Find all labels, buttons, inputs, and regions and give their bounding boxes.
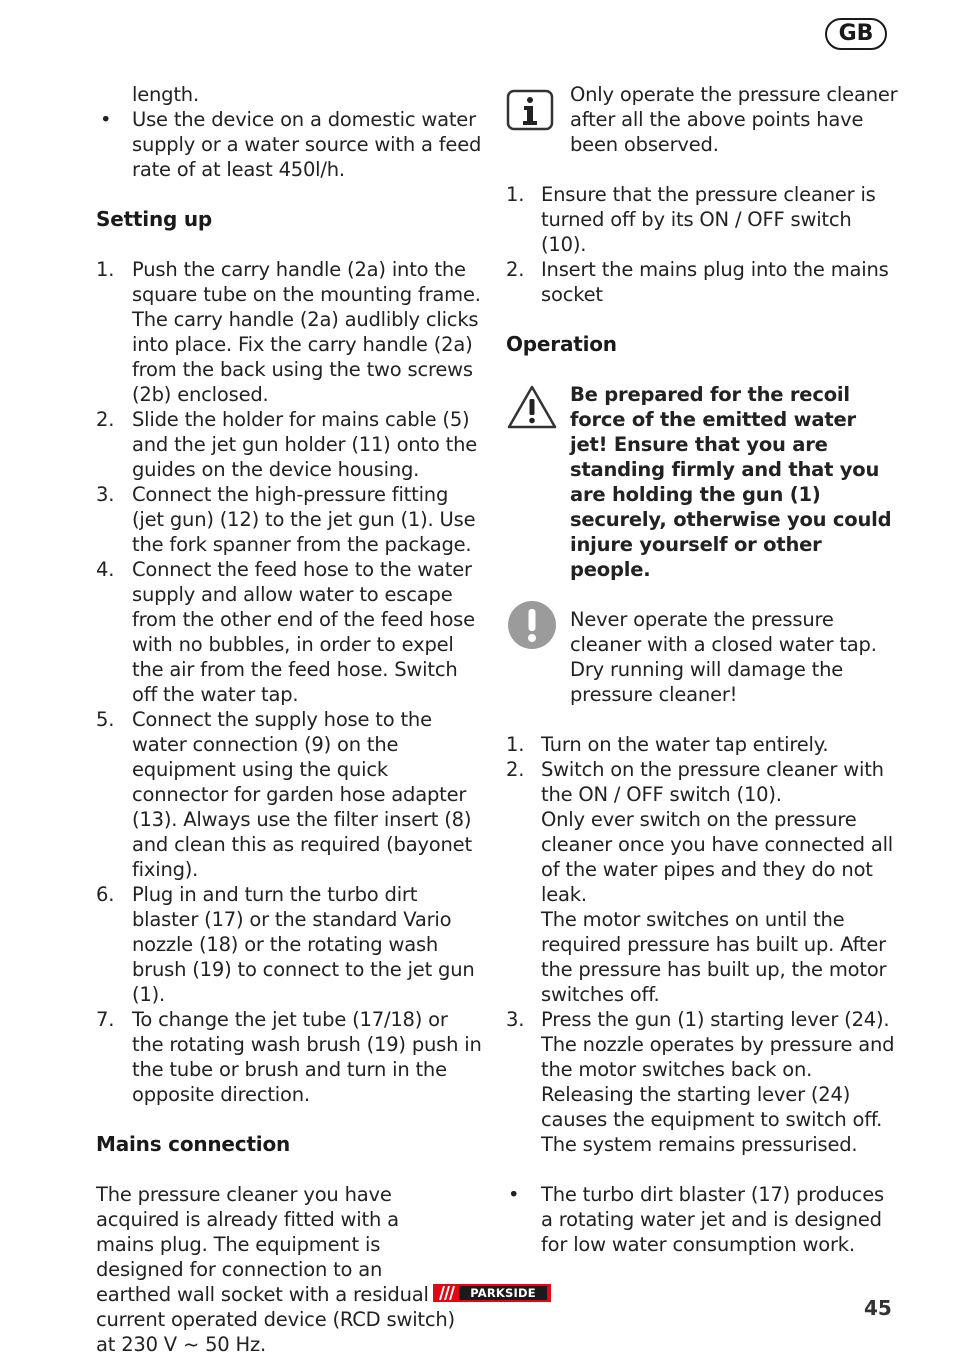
list-item-text: The turbo dirt blaster (17) produces a rotating water jet and is designed for low water consumption work. (541, 1183, 884, 1256)
info-note (506, 82, 898, 157)
step-number: 2. (96, 408, 115, 431)
step-text: Slide the holder for mains cable (5) and the jet gun holder (11) onto the guides on the device housing. (132, 408, 478, 481)
step-number: 3. (506, 1008, 525, 1031)
step-text: Connect the feed hose to the water supply and allow water to escape from the other end of the feed hose with no bubbles, in order to expel the air from the feed hose. Switch off the water tap. (132, 558, 475, 706)
setting-up-steps (96, 257, 484, 1107)
step-extra: Releasing the starting lever (24) causes the equipment to switch off. The system remains pressurised. (541, 1083, 883, 1156)
step-text: Plug in and turn the turbo dirt blaster (17) or the standard Vario nozzle (18) or the rotating wash brush (19) to connect to the jet gun (1). (132, 883, 475, 1006)
step-number: 1. (506, 733, 525, 756)
step-number: 7. (96, 1008, 115, 1031)
list-item (96, 1007, 484, 1107)
exclamation-circle-icon (506, 599, 558, 657)
step-number: 2. (506, 758, 525, 781)
list-item (96, 882, 484, 1007)
bullet-marker: • (508, 1183, 520, 1206)
step-text: Push the carry handle (2a) into the square tube on the mounting frame. The carry handle (2a) audlibly clicks into place. Fix the carry handle (2a) from the back using the two screws (2b) enclosed. (132, 258, 481, 406)
warning-triangle-icon (506, 384, 558, 436)
step-text: Switch on the pressure cleaner with the ON / OFF switch (10). (541, 758, 884, 806)
step-text: To change the jet tube (17/18) or the rotating wash brush (19) push in the tube or brush and turn in the opposite direction. (132, 1008, 482, 1106)
caution-note (506, 607, 898, 707)
step-number: 2. (506, 258, 525, 281)
parkside-logo (433, 1284, 551, 1302)
list-item (96, 107, 484, 182)
section-heading-mains-connection: Mains connection (96, 1132, 291, 1156)
step-text: Ensure that the pressure cleaner is turned off by its ON / OFF switch (10). (541, 183, 876, 256)
logo-stripes-icon (437, 1286, 459, 1300)
info-icon (506, 86, 554, 140)
step-extra: The motor switches on until the required pressure has built up. After the pressure has built up, the motor switches off. (541, 908, 887, 1006)
list-item (506, 182, 898, 257)
step-number: 5. (96, 708, 115, 731)
step-extra: The nozzle operates by pressure and the motor switches back on. (541, 1033, 895, 1081)
step-text: Insert the mains plug into the mains socket (541, 258, 889, 306)
list-item (96, 257, 484, 407)
step-text: Connect the supply hose to the water connection (9) on the equipment using the quick connector for garden hose adapter (13). Always use the filter insert (8) and clean this as required (bayonet fixing). (132, 708, 472, 881)
list-item (96, 557, 484, 707)
step-number: 1. (506, 183, 525, 206)
step-text: Turn on the water tap entirely. (541, 733, 829, 756)
step-extra: Only ever switch on the pressure cleaner once you have connected all of the water pipes and they do not leak. (541, 808, 894, 906)
warning-note-text: Be prepared for the recoil force of the emitted water jet! Ensure that you are standing firmly and that you are holding the gun (1) securely, otherwise you could injure yourself or other people. (570, 383, 892, 581)
warning-note (506, 382, 898, 582)
right-column (506, 82, 898, 1257)
step-number: 3. (96, 483, 115, 506)
section-heading-operation: Operation (506, 332, 617, 356)
list-item (96, 407, 484, 482)
list-item (96, 707, 484, 882)
logo-text: PARKSIDE (459, 1286, 547, 1300)
bullet-marker: • (100, 108, 112, 131)
mains-paragraph: The pressure cleaner you have acquired is already fitted with a mains plug. The equipment is designed for connection to an earthed wall socket with a residual current operated device (RCD switch) at 230 V ~ 50 Hz. (96, 1183, 455, 1356)
info-note-text: Only operate the pressure cleaner after all the above points have been observed. (570, 83, 898, 156)
caution-note-text: Never operate the pressure cleaner with a closed water tap. Dry running will damage the pressure cleaner! (570, 608, 877, 706)
left-column (96, 82, 484, 1357)
list-item (96, 482, 484, 557)
language-badge: GB (825, 18, 887, 50)
page-number: 45 (864, 1296, 892, 1320)
list-item (506, 257, 898, 307)
step-text: Press the gun (1) starting lever (24). (541, 1008, 890, 1031)
step-number: 6. (96, 883, 115, 906)
list-item (506, 1182, 898, 1257)
list-item (506, 757, 898, 1007)
list-item (506, 732, 898, 757)
intro-continuation: length. (132, 83, 199, 106)
list-item (506, 1007, 898, 1157)
list-item-text: Use the device on a domestic water supply or a water source with a feed rate of at least 450l/h. (132, 108, 482, 181)
step-number: 4. (96, 558, 115, 581)
section-heading-setting-up: Setting up (96, 207, 213, 231)
step-number: 1. (96, 258, 115, 281)
step-text: Connect the high-pressure fitting (jet gun) (12) to the jet gun (1). Use the fork spanner from the package. (132, 483, 476, 556)
